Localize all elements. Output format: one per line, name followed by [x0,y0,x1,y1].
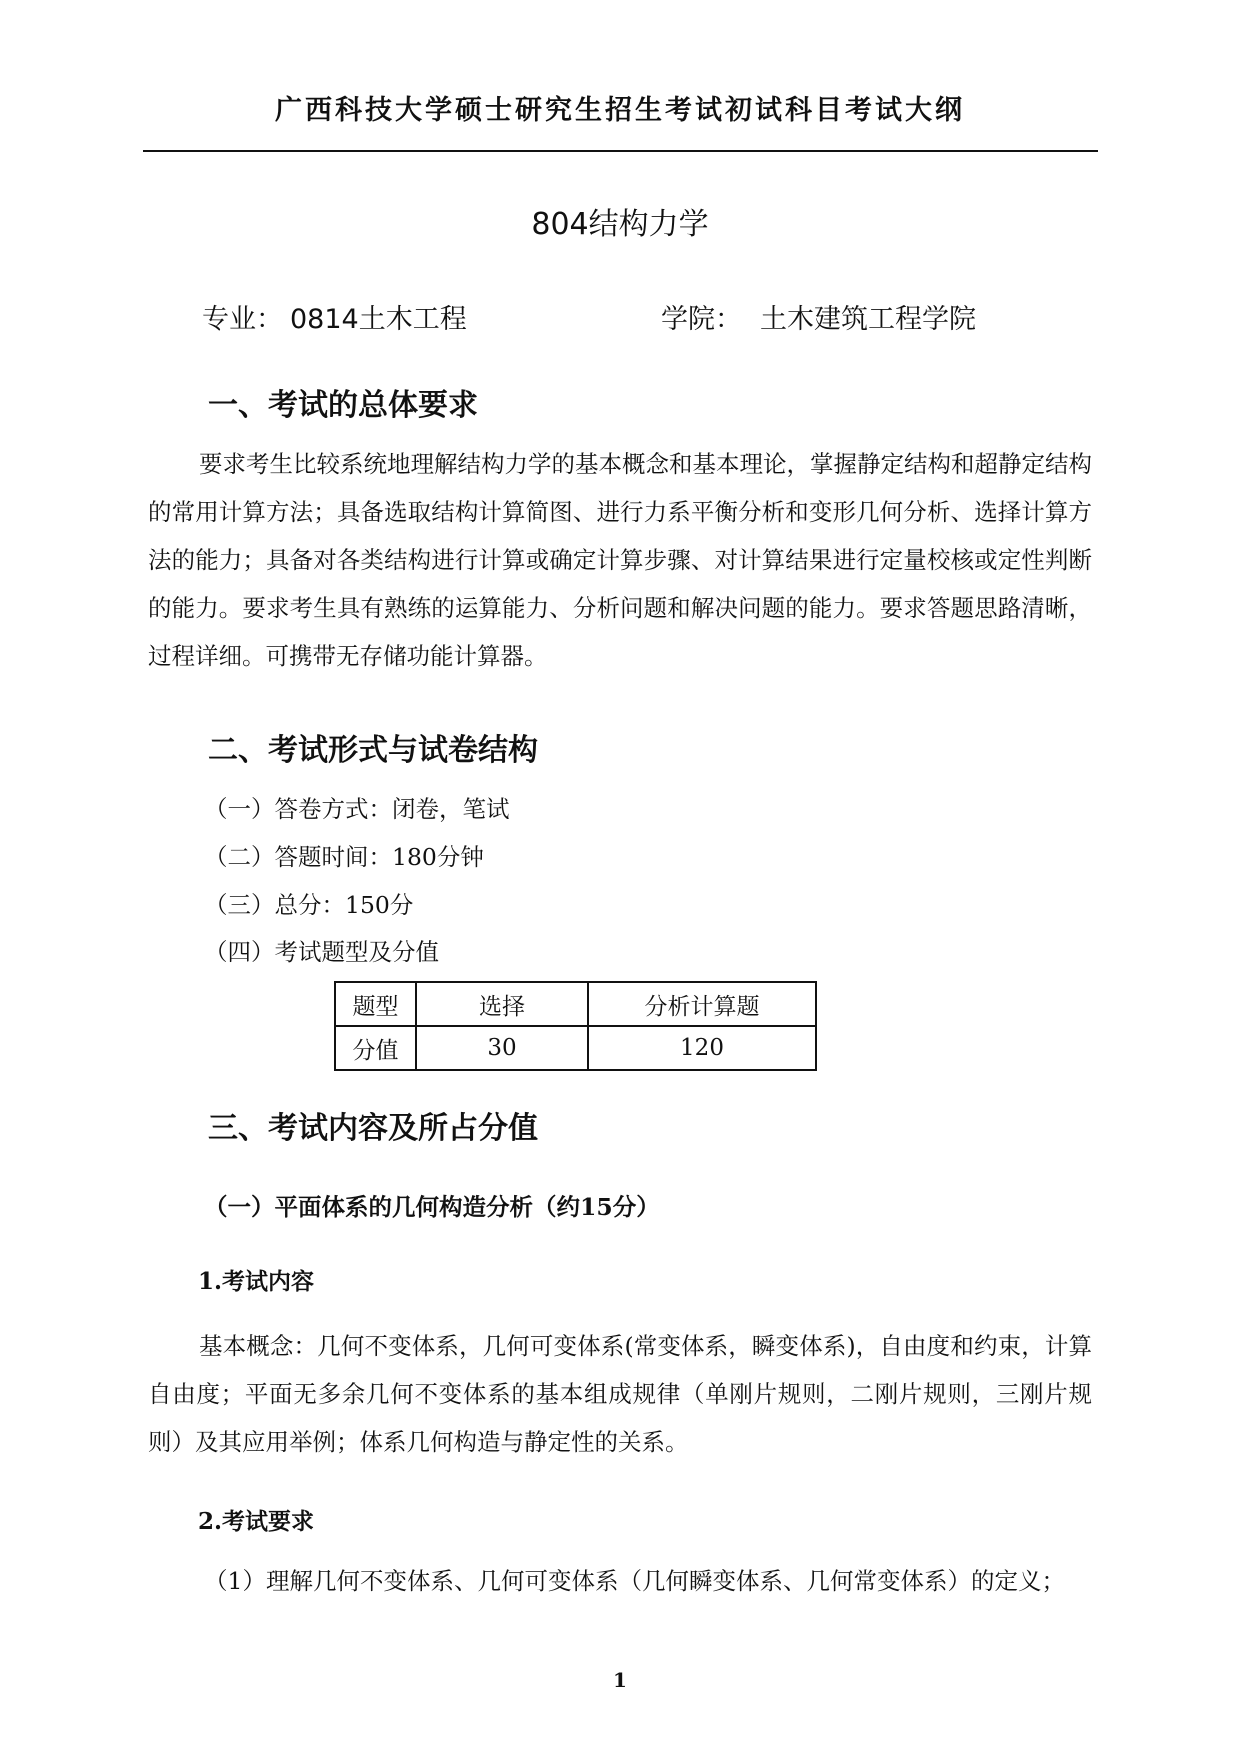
table-cell: 分析计算题 [588,982,816,1026]
college-label: 学院： [661,304,742,335]
section-3-heading: 三、考试内容及所占分值 [208,1111,538,1146]
header-divider [143,150,1098,152]
question-types-item: （四）考试题型及分值 [204,938,439,966]
table-row [335,1026,816,1070]
section-1-paragraph: 要求考生比较系统地理解结构力学的基本概念和基本理论，掌握静定结构和超静定结构的常用计算方法；具备选取结构计算简图、进行力系平衡分析和变形几何分析、选择计算方法的能力；具备对各类结构进行计算或确定计算步骤、对计算结果进行定量校核或定性判断的能力。要求考生具有熟练的运算能力、分析问题和解决问题的能力。要求答题思路清晰，过程详细。可携带无存储功能计算器。 [148,450,1092,670]
document-title: 804结构力学 [531,207,709,242]
exam-duration-item: （二）答题时间：180分钟 [204,843,484,871]
table-cell: 选择 [416,982,588,1026]
page-header-title: 广西科技大学硕士研究生招生考试初试科目考试大纲 [275,95,965,126]
exam-content-paragraph: 基本概念：几何不变体系，几何可变体系(常变体系，瞬变体系)，自由度和约束，计算自由度；平面无多余几何不变体系的基本组成规律（单刚片规则，二刚片规则，三刚片规则）及其应用举例；体系几何构造与静定性的关系。 [148,1332,1092,1456]
college-value: 土木建筑工程学院 [760,304,976,335]
exam-format-item: （一）答卷方式：闭卷，笔试 [204,795,510,823]
table-header-row [335,982,816,1026]
requirement-item-1: （1）理解几何不变体系、几何可变体系（几何瞬变体系、几何常变体系）的定义； [204,1567,1065,1595]
subsection-1-heading: （一）平面体系的几何构造分析（约15分） [204,1193,660,1221]
section-2-heading: 二、考试形式与试卷结构 [208,733,538,768]
table-cell: 分值 [335,1026,416,1070]
exam-content-heading: 1.考试内容 [198,1268,315,1295]
major-label: 专业： [202,304,283,335]
major-value: 0814土木工程 [290,304,467,335]
exam-requirements-heading: 2.考试要求 [198,1508,315,1535]
table-cell: 120 [588,1026,816,1070]
table-cell: 30 [416,1026,588,1070]
page-number: 1 [613,1668,627,1692]
score-table [334,981,817,1071]
table-cell: 题型 [335,982,416,1026]
exam-total-score-item: （三）总分：150分 [204,891,414,919]
section-1-heading: 一、考试的总体要求 [208,388,478,423]
